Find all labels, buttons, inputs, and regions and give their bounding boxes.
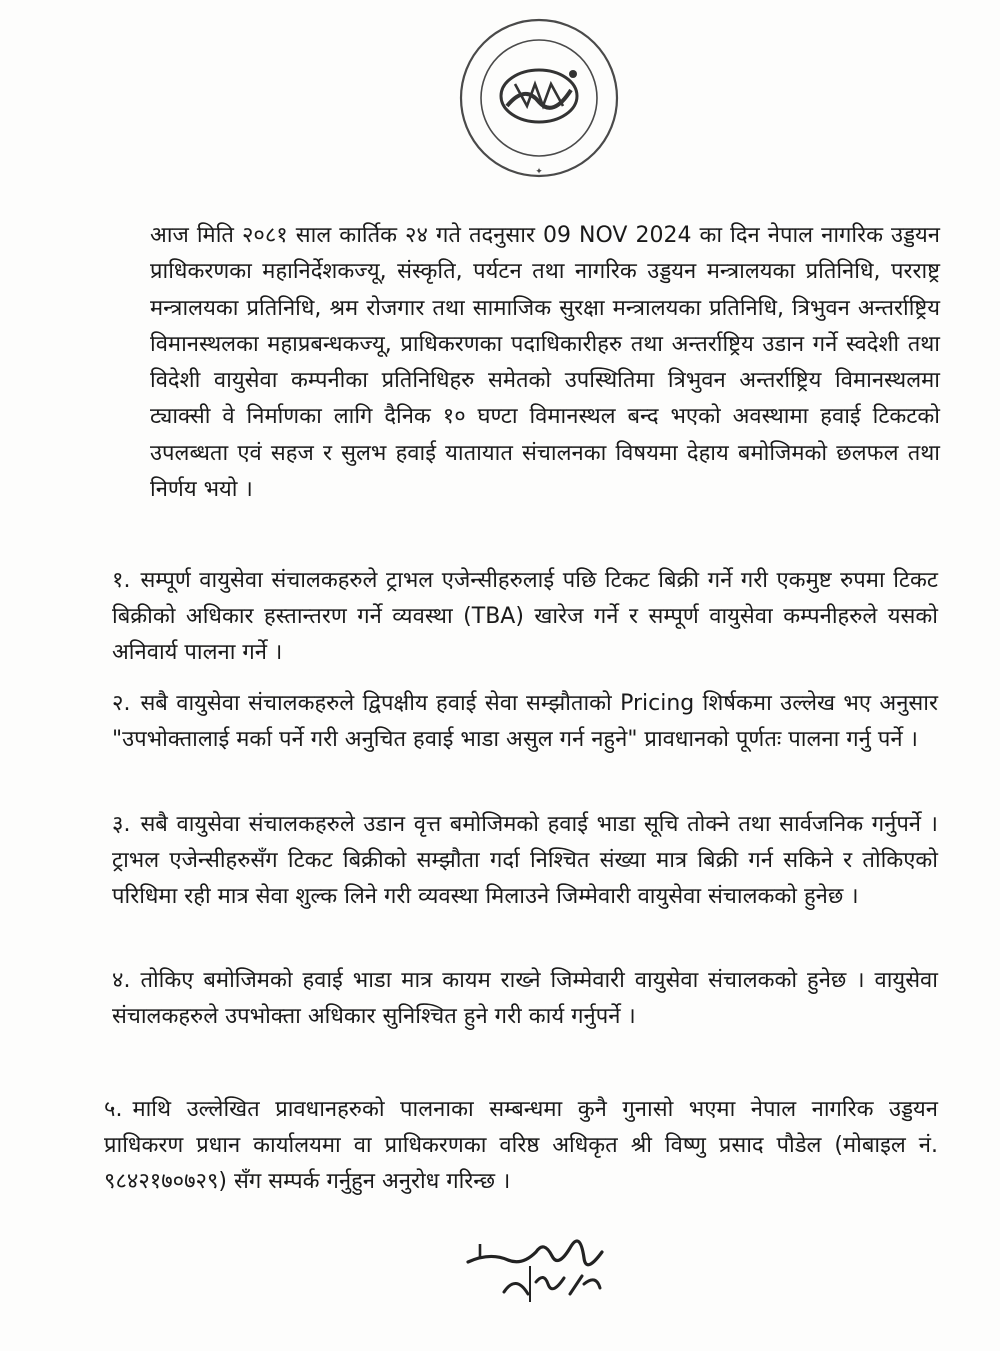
item-text: सबै वायुसेवा संचालकहरुले द्विपक्षीय हवाई सेवा सम्झौताको Pricing शिर्षकमा उल्लेख भए अनुसार "उपभोक्तालाई मर्का पर्ने गरी अनुचित हवाई भाडा असुल गर्न नहुने" प्रावधानको पूर्णतः पालना गर्नु पर्ने । (112, 691, 938, 752)
item-number: ३. (112, 812, 131, 837)
item-number: २. (112, 691, 131, 716)
item-number: ४. (112, 968, 131, 993)
item-text: तोकिए बमोजिमको हवाई भाडा मात्र कायम राख्ने जिम्मेवारी वायुसेवा संचालकको हुनेछ । वायुसेवा संचालकहरुले उपभोक्ता अधिकार सुनिश्चित हुने गरी कार्य गर्नुपर्ने । (112, 968, 938, 1029)
item-text: माथि उल्लेखित प्रावधानहरुको पालनाका सम्बन्धमा कुनै गुनासो भएमा नेपाल नागरिक उड्डयन प्राधिकरण प्रधान कार्यालयमा वा प्राधिकरणका वरिष्ठ अधिकृत श्री विष्णु प्रसाद पौडेल (मोबाइल नं. ९८४२१७०७२९) सँग सम्पर्क गर्नुहुन अनुरोध गरिन्छ । (104, 1097, 938, 1194)
item-number: ५. (104, 1097, 123, 1122)
decision-item-4 (112, 963, 938, 1035)
decision-item-2 (112, 686, 938, 758)
handwritten-signature (460, 1222, 610, 1312)
intro-paragraph: आज मिति २०८१ साल कार्तिक २४ गते तदनुसार 09 NOV 2024 का दिन नेपाल नागरिक उड्डयन प्राधिकरणका महानिर्देशकज्यू, संस्कृति, पर्यटन तथा नागरिक उड्डयन मन्त्रालयका प्रतिनिधि, परराष्ट्र मन्त्रालयका प्रतिनिधि, श्रम रोजगार तथा सामाजिक सुरक्षा मन्त्रालयका प्रतिनिधि, त्रिभुवन अन्तर्राष्ट्रिय विमानस्थलका महाप्रबन्धकज्यू, प्राधिकरणका पदाधिकारीहरु तथा अन्तर्राष्ट्रिय उडान गर्ने स्वदेशी तथा विदेशी वायुसेवा कम्पनीका प्रतिनिधिहरु समेतको उपस्थितिमा त्रिभुवन अन्तर्राष्ट्रिय विमानस्थलमा ट्याक्सी वे निर्माणका लागि दैनिक १० घण्टा विमानस्थल बन्द भएको अवस्थामा हवाई टिकटको उपलब्धता एवं सहज र सुलभ हवाई यातायात संचालनका विषयमा देहाय बमोजिमको छलफल तथा निर्णय भयो । (150, 223, 940, 503)
svg-text:✦: ✦ (535, 167, 543, 177)
decision-item-3 (112, 807, 938, 915)
decision-item-1 (112, 563, 938, 671)
item-text: सम्पूर्ण वायुसेवा संचालकहरुले ट्राभल एजेन्सीहरुलाई पछि टिकट बिक्री गर्ने गरी एकमुष्ट रुपमा टिकट बिक्रीको अधिकार हस्तान्तरण गर्ने व्यवस्था (TBA) खारेज गर्ने र सम्पूर्ण वायुसेवा कम्पनीहरुले यसको अनिवार्य पालना गर्ने । (112, 568, 938, 665)
caan-seal-stamp (455, 14, 623, 182)
item-number: १. (112, 568, 131, 593)
item-text: सबै वायुसेवा संचालकहरुले उडान वृत्त बमोजिमको हवाई भाडा सूचि तोक्ने तथा सार्वजनिक गर्नुपर्ने । ट्राभल एजेन्सीहरुसँग टिकट बिक्रीको सम्झौता गर्दा निश्चित संख्या मात्र बिक्री गर्न सकिने र तोकिएको परिधिमा रही मात्र सेवा शुल्क लिने गरी व्यवस्था मिलाउने जिम्मेवारी वायुसेवा संचालकको हुनेछ । (112, 812, 938, 909)
decision-item-5 (104, 1092, 938, 1200)
